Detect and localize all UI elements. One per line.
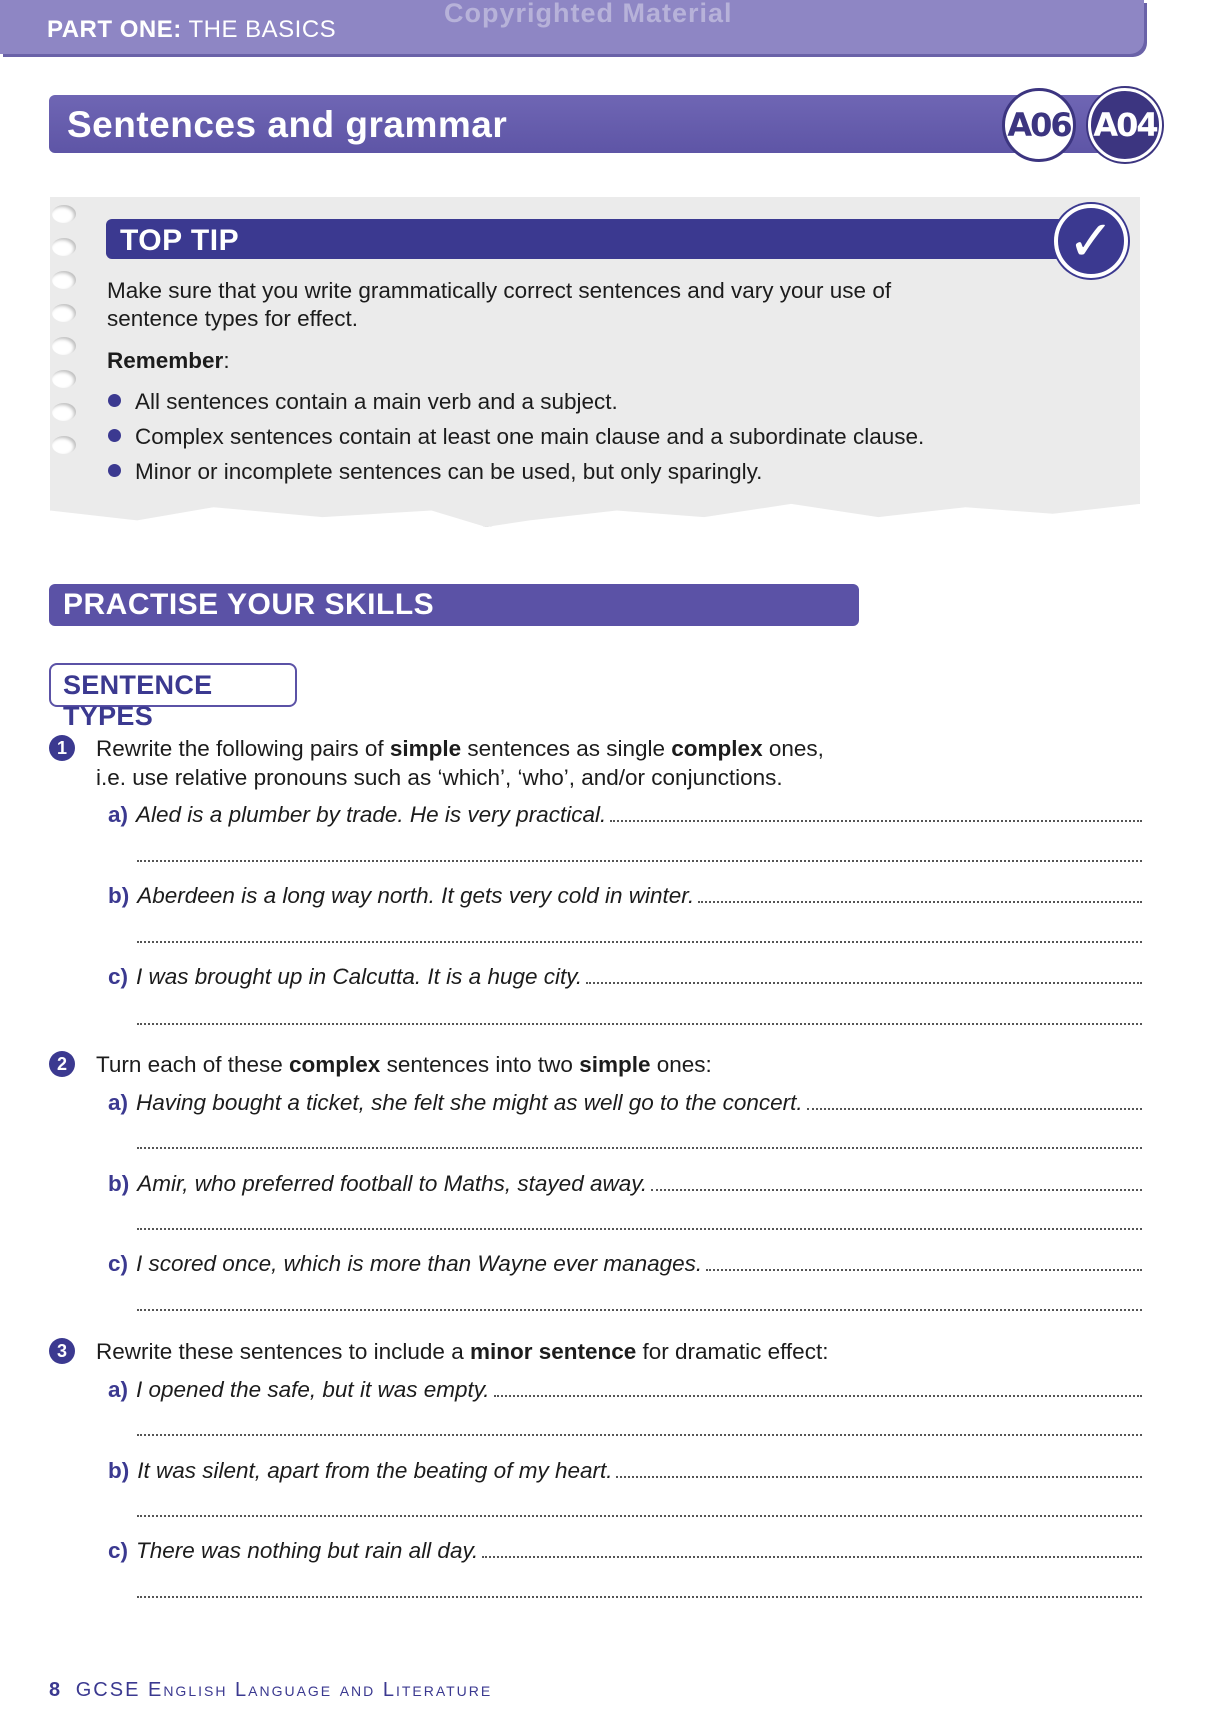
item-label: b) <box>108 1458 130 1483</box>
remember-word: Remember <box>107 348 224 373</box>
subsection-title: SENTENCE TYPES <box>63 670 213 731</box>
answer-row-2b[interactable] <box>108 1167 1142 1197</box>
book-title: GCSE English Language and Literature <box>75 1679 493 1701</box>
bullet-icon <box>108 464 121 477</box>
answer-line[interactable] <box>137 1147 1142 1149</box>
answer-line[interactable] <box>482 1556 1142 1558</box>
answer-line[interactable] <box>651 1189 1142 1191</box>
item-label: c) <box>108 1251 129 1276</box>
top-tip-text-line-1: Make sure that you write grammatically correct sentences and vary your use of <box>107 278 892 303</box>
answer-line[interactable] <box>137 1515 1142 1517</box>
question-2-text: Turn each of these complex sentences into two simple ones: <box>96 1052 712 1077</box>
item-label: b) <box>108 883 130 908</box>
question-number-3: 3 <box>49 1338 75 1364</box>
item-label: a) <box>108 1377 129 1402</box>
item-sentence: There was nothing but rain all day. <box>136 1538 479 1563</box>
top-tip-heading-bar <box>106 219 1086 259</box>
answer-line[interactable] <box>137 1596 1142 1598</box>
answer-row-1c[interactable] <box>108 960 1142 990</box>
answer-row-3b[interactable] <box>108 1454 1142 1484</box>
sentence-types-box <box>49 663 297 731</box>
question-number-1: 1 <box>49 735 75 761</box>
tip-bullet-1 <box>108 389 618 415</box>
item-sentence: It was silent, apart from the beating of my heart. <box>137 1458 613 1483</box>
part-label <box>47 16 336 44</box>
bullet-icon <box>108 394 121 407</box>
item-sentence: Aberdeen is a long way north. It gets very cold in winter. <box>137 883 695 908</box>
page-title: Sentences and grammar <box>67 104 508 145</box>
item-label: a) <box>108 1090 129 1115</box>
tip-bullet-text: Complex sentences contain at least one main clause and a subordinate clause. <box>135 424 925 449</box>
item-sentence: Amir, who preferred football to Maths, stayed away. <box>137 1171 648 1196</box>
answer-line[interactable] <box>616 1476 1142 1478</box>
answer-row-2a[interactable] <box>108 1086 1142 1116</box>
item-sentence: I opened the safe, but it was empty. <box>136 1377 490 1402</box>
watermark: Copyrighted Material <box>444 0 733 28</box>
item-sentence: Having bought a ticket, she felt she might as well go to the concert. <box>136 1090 803 1115</box>
answer-row-3a[interactable] <box>108 1373 1142 1403</box>
tip-bullet-2 <box>108 424 924 450</box>
answer-line[interactable] <box>137 1228 1142 1230</box>
answer-line[interactable] <box>137 1309 1142 1311</box>
tip-bullet-3 <box>108 459 762 485</box>
item-sentence: Aled is a plumber by trade. He is very practical. <box>136 802 607 827</box>
answer-row-3c[interactable] <box>108 1534 1142 1564</box>
answer-row-1b[interactable] <box>108 879 1142 909</box>
assessment-objective-badge-a06: A06 <box>1002 88 1076 162</box>
answer-line[interactable] <box>137 1434 1142 1436</box>
page-title-bar <box>49 95 1115 153</box>
answer-line[interactable] <box>706 1269 1142 1271</box>
remember-label <box>107 348 230 374</box>
item-label: c) <box>108 964 129 989</box>
tip-bullet-text: All sentences contain a main verb and a subject. <box>135 389 618 414</box>
item-sentence: I was brought up in Calcutta. It is a huge city. <box>136 964 583 989</box>
page-number: 8 <box>49 1679 62 1701</box>
answer-row-2c[interactable] <box>108 1247 1142 1277</box>
answer-line[interactable] <box>137 860 1142 862</box>
question-3-text: Rewrite these sentences to include a minor sentence for dramatic effect: <box>96 1339 829 1364</box>
tip-bullet-text: Minor or incomplete sentences can be used, but only sparingly. <box>135 459 763 484</box>
question-number-2: 2 <box>49 1051 75 1077</box>
checkmark-icon: ✓ <box>1054 204 1128 278</box>
answer-line[interactable] <box>586 982 1142 984</box>
answer-line[interactable] <box>494 1395 1142 1397</box>
section-title: PRACTISE YOUR SKILLS <box>63 588 435 621</box>
item-label: c) <box>108 1538 129 1563</box>
top-tip-heading: TOP TIP <box>120 224 240 257</box>
answer-line[interactable] <box>698 901 1142 903</box>
practise-skills-bar <box>49 584 859 626</box>
question-1-text-line-2: i.e. use relative pronouns such as ‘which’, ‘who’, and/or conjunctions. <box>96 765 783 790</box>
part-number: PART ONE: <box>47 16 182 43</box>
bullet-icon <box>108 429 121 442</box>
item-sentence: I scored once, which is more than Wayne ever manages. <box>136 1251 703 1276</box>
answer-line[interactable] <box>137 941 1142 943</box>
top-tip-text-line-2: sentence types for effect. <box>107 306 358 331</box>
item-label: a) <box>108 802 129 827</box>
answer-line[interactable] <box>137 1023 1142 1025</box>
answer-line[interactable] <box>610 820 1142 822</box>
remember-colon: : <box>223 348 230 373</box>
page-footer <box>49 1679 492 1702</box>
answer-row-1a[interactable] <box>108 798 1142 828</box>
answer-line[interactable] <box>807 1108 1142 1110</box>
assessment-objective-badge-a04: A04 <box>1088 88 1162 162</box>
question-1-text: Rewrite the following pairs of simple sentences as single complex ones, <box>96 736 824 761</box>
spiral-binding <box>52 205 78 469</box>
part-title: THE BASICS <box>181 16 337 43</box>
item-label: b) <box>108 1171 130 1196</box>
